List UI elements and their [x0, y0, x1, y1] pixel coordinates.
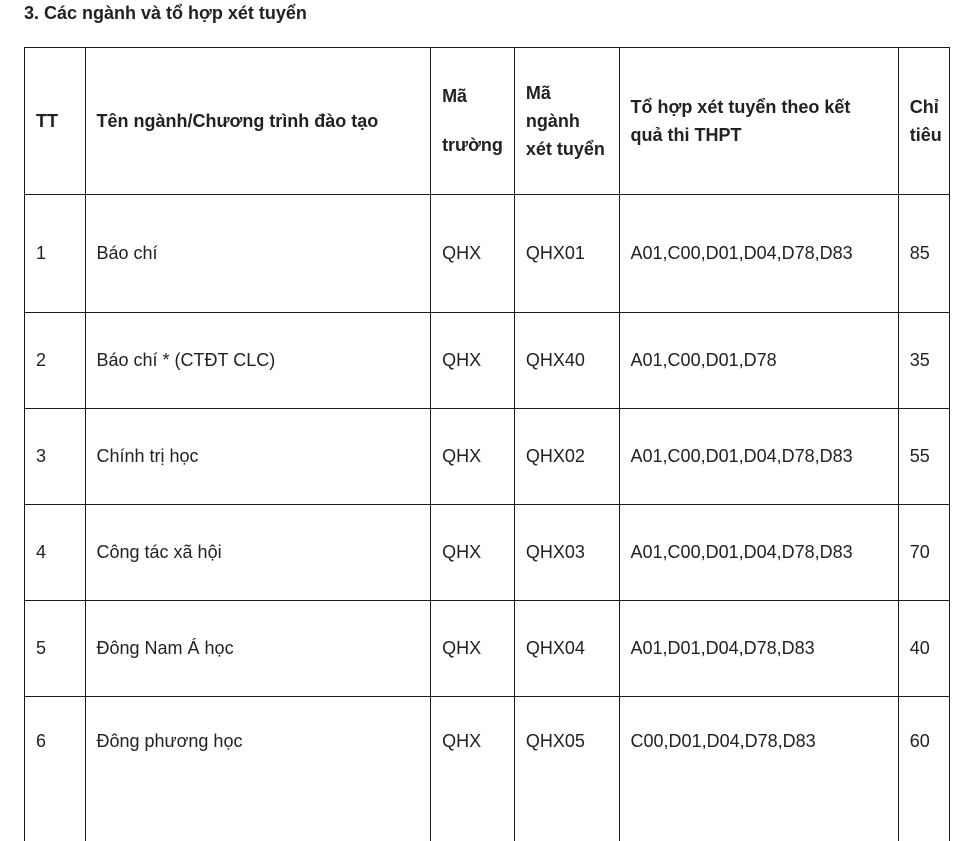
cell-quota: 55	[898, 409, 949, 505]
cell-combinations: A01,C00,D01,D78	[619, 313, 898, 409]
cell-major-code: QHX40	[514, 313, 619, 409]
header-row	[25, 48, 950, 195]
cell-combinations: A01,C00,D01,D04,D78,D83	[619, 195, 898, 313]
cell-name: Đông Nam Á học	[85, 601, 431, 697]
cell-combinations: C00,D01,D04,D78,D83	[619, 697, 898, 841]
table-row	[25, 409, 950, 505]
header-combinations: Tổ hợp xét tuyển theo kết quả thi THPT	[619, 48, 898, 195]
table-row	[25, 697, 950, 841]
admissions-table	[24, 47, 950, 841]
header-quota: Chỉ tiêu	[898, 48, 949, 195]
table-row	[25, 313, 950, 409]
cell-major-code: QHX02	[514, 409, 619, 505]
header-tt: TT	[25, 48, 86, 195]
header-major-code: Mã ngành xét tuyển	[514, 48, 619, 195]
cell-school-code: QHX	[431, 409, 515, 505]
cell-combinations: A01,C00,D01,D04,D78,D83	[619, 505, 898, 601]
cell-tt: 5	[25, 601, 86, 697]
cell-school-code: QHX	[431, 313, 515, 409]
cell-combinations: A01,D01,D04,D78,D83	[619, 601, 898, 697]
cell-name: Báo chí * (CTĐT CLC)	[85, 313, 431, 409]
cell-tt: 3	[25, 409, 86, 505]
cell-school-code: QHX	[431, 195, 515, 313]
cell-tt: 1	[25, 195, 86, 313]
cell-major-code: QHX04	[514, 601, 619, 697]
cell-combinations: A01,C00,D01,D04,D78,D83	[619, 409, 898, 505]
cell-tt: 4	[25, 505, 86, 601]
cell-tt: 2	[25, 313, 86, 409]
cell-name: Đông phương học	[85, 697, 431, 841]
cell-quota: 60	[898, 697, 949, 841]
header-school-code: Mã trường	[431, 48, 515, 195]
section-title: 3. Các ngành và tổ hợp xét tuyển	[24, 3, 307, 24]
cell-quota: 70	[898, 505, 949, 601]
cell-school-code: QHX	[431, 505, 515, 601]
table-row	[25, 505, 950, 601]
header-name: Tên ngành/Chương trình đào tạo	[85, 48, 431, 195]
cell-major-code: QHX05	[514, 697, 619, 841]
table-row	[25, 601, 950, 697]
cell-school-code: QHX	[431, 697, 515, 841]
cell-quota: 40	[898, 601, 949, 697]
cell-major-code: QHX01	[514, 195, 619, 313]
cell-major-code: QHX03	[514, 505, 619, 601]
table-row	[25, 195, 950, 313]
cell-quota: 85	[898, 195, 949, 313]
cell-name: Công tác xã hội	[85, 505, 431, 601]
cell-tt: 6	[25, 697, 86, 841]
cell-name: Chính trị học	[85, 409, 431, 505]
cell-name: Báo chí	[85, 195, 431, 313]
cell-school-code: QHX	[431, 601, 515, 697]
cell-quota: 35	[898, 313, 949, 409]
